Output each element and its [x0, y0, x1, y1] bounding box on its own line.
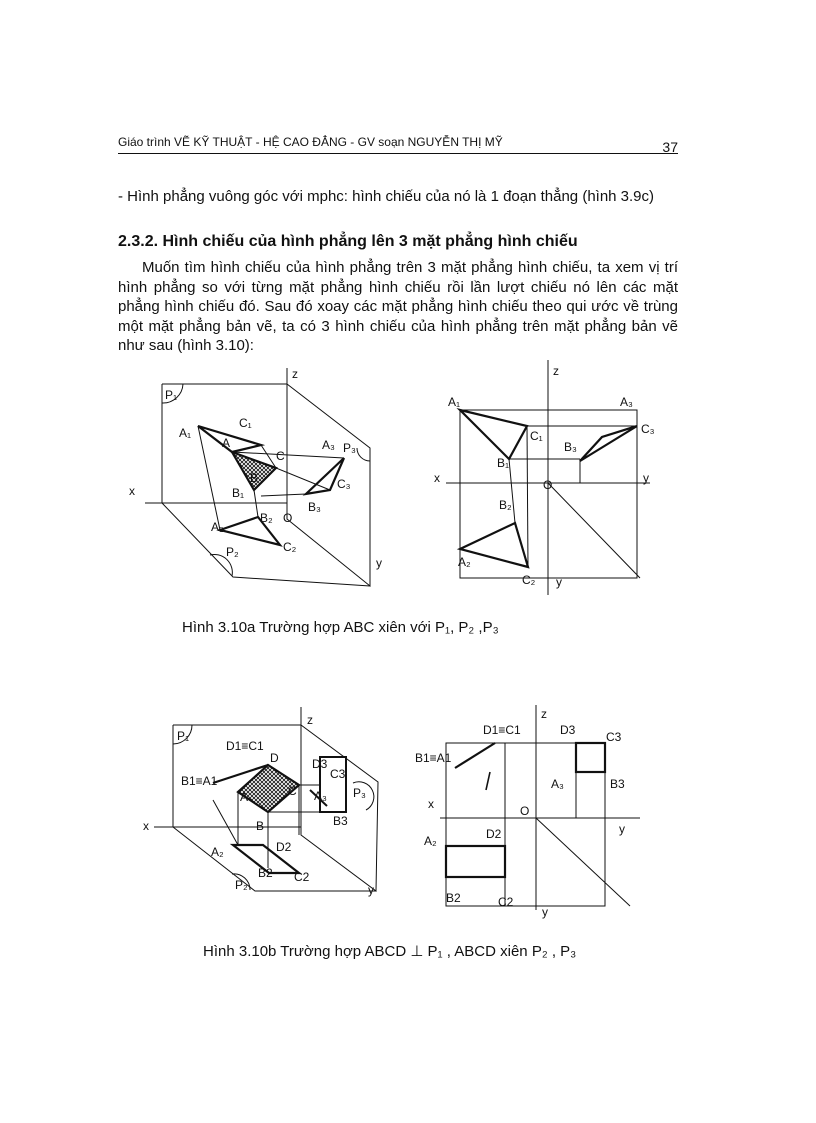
label-y2: y — [542, 905, 548, 919]
label-z: z — [292, 367, 298, 381]
label-p1: P₁ — [165, 388, 178, 402]
label-c2: C2 — [294, 870, 310, 884]
header-title: Giáo trình VẼ KỸ THUẬT - HỆ CAO ĐẲNG - GV soạn NGUYỄN THỊ MỸ — [118, 135, 503, 149]
page-number: 37 — [662, 139, 678, 155]
label-c1: C₁ — [530, 429, 543, 443]
label-d1c1: D1≡C1 — [226, 739, 264, 753]
label-d1c1: D1≡C1 — [483, 723, 521, 737]
label-a2: A₂ — [211, 520, 224, 534]
label-b1a1: B1≡A1 — [415, 751, 452, 765]
label-y: y — [376, 556, 382, 570]
label-p2: P₂ — [235, 878, 248, 892]
label-c3: C₃ — [641, 422, 655, 436]
label-x: x — [434, 471, 440, 485]
caption-figure-a: Hình 3.10a Trường hợp ABC xiên với P₁, P₂ ,P₃ — [182, 619, 499, 636]
label-b3: B3 — [610, 777, 625, 791]
label-a3: A₃ — [314, 789, 327, 803]
label-z: z — [553, 364, 559, 378]
label-y: y — [368, 883, 374, 897]
label-a2: A₂ — [211, 845, 224, 859]
label-c2: C2 — [498, 895, 514, 909]
label-b3: B₃ — [564, 440, 577, 454]
label-x: x — [428, 797, 434, 811]
label-p2: P₂ — [226, 545, 239, 559]
label-d3: D3 — [560, 723, 576, 737]
label-b2: B2 — [446, 891, 461, 905]
label-a3: A₃ — [322, 438, 335, 452]
label-b2: B₂ — [260, 511, 273, 525]
label-b1: B₁ — [232, 486, 245, 500]
label-p3: P₃ — [343, 441, 356, 455]
caption-figure-b: Hình 3.10b Trường hợp ABCD ⊥ P₁ , ABCD xiên P₂ , P₃ — [203, 943, 577, 960]
label-d3: D3 — [312, 757, 328, 771]
label-b3: B3 — [333, 814, 348, 828]
paragraph-method: Muốn tìm hình chiếu của hình phẳng trên 3 mặt phẳng hình chiếu, ta xem vị trí hình phẳng so với từng mặt phẳng hình chiếu rồi lần lượt chiếu nó lên các mặt phẳng hình chiếu đó. Sau đó xoay các mặt phẳng hình chiếu theo qui ước về trùng một mặt phẳng bản vẽ, ta có 3 hình chiếu của hình phẳng trên mặt phẳng bản vẽ như sau (hình 3.10): — [118, 259, 678, 354]
label-a3: A₃ — [620, 395, 633, 409]
label-b2: B2 — [258, 866, 273, 880]
label-a2: A₂ — [458, 555, 471, 569]
label-y1: y — [619, 822, 625, 836]
label-z: z — [541, 707, 547, 721]
label-c2: C₂ — [522, 573, 536, 587]
label-a3: A₃ — [551, 777, 564, 791]
label-c: C — [288, 784, 297, 798]
label-d: D — [270, 751, 279, 765]
label-x: x — [143, 819, 149, 833]
figure-b-right-labels — [415, 707, 625, 919]
label-d2: D2 — [276, 840, 292, 854]
label-b: B — [250, 471, 259, 485]
label-origin: O — [520, 804, 530, 818]
label-origin: O — [283, 511, 293, 525]
label-y1: y — [643, 471, 649, 485]
label-a1: A₁ — [179, 426, 192, 440]
label-b3: B₃ — [308, 500, 321, 514]
label-z: z — [307, 713, 313, 727]
label-c: C — [276, 449, 285, 463]
label-c3: C₃ — [337, 477, 351, 491]
label-p3: P₃ — [353, 786, 366, 800]
label-b: B — [256, 819, 265, 833]
label-p1: P₁ — [177, 729, 190, 743]
figure-a-right-labels — [434, 364, 655, 589]
label-c2: C₂ — [283, 540, 297, 554]
label-d2: D2 — [486, 827, 502, 841]
label-c3: C3 — [330, 767, 346, 781]
label-a1: A₁ — [448, 395, 461, 409]
label-b1: B₁ — [497, 456, 510, 470]
label-y2: y — [556, 575, 562, 589]
label-a: A — [222, 436, 231, 450]
paragraph-perpendicular: - Hình phẳng vuông góc với mphc: hình chiếu của nó là 1 đoạn thẳng (hình 3.9c) — [118, 188, 655, 205]
label-origin: O — [543, 478, 553, 492]
label-b2: B₂ — [499, 498, 512, 512]
label-x: x — [129, 484, 135, 498]
label-c1: C₁ — [239, 416, 252, 430]
label-b1a1: B1≡A1 — [181, 774, 218, 788]
section-heading: 2.3.2. Hình chiếu của hình phẳng lên 3 mặt phẳng hình chiếu — [118, 233, 578, 250]
label-a: A — [240, 790, 249, 804]
label-a2: A₂ — [424, 834, 437, 848]
label-c3: C3 — [606, 730, 622, 744]
